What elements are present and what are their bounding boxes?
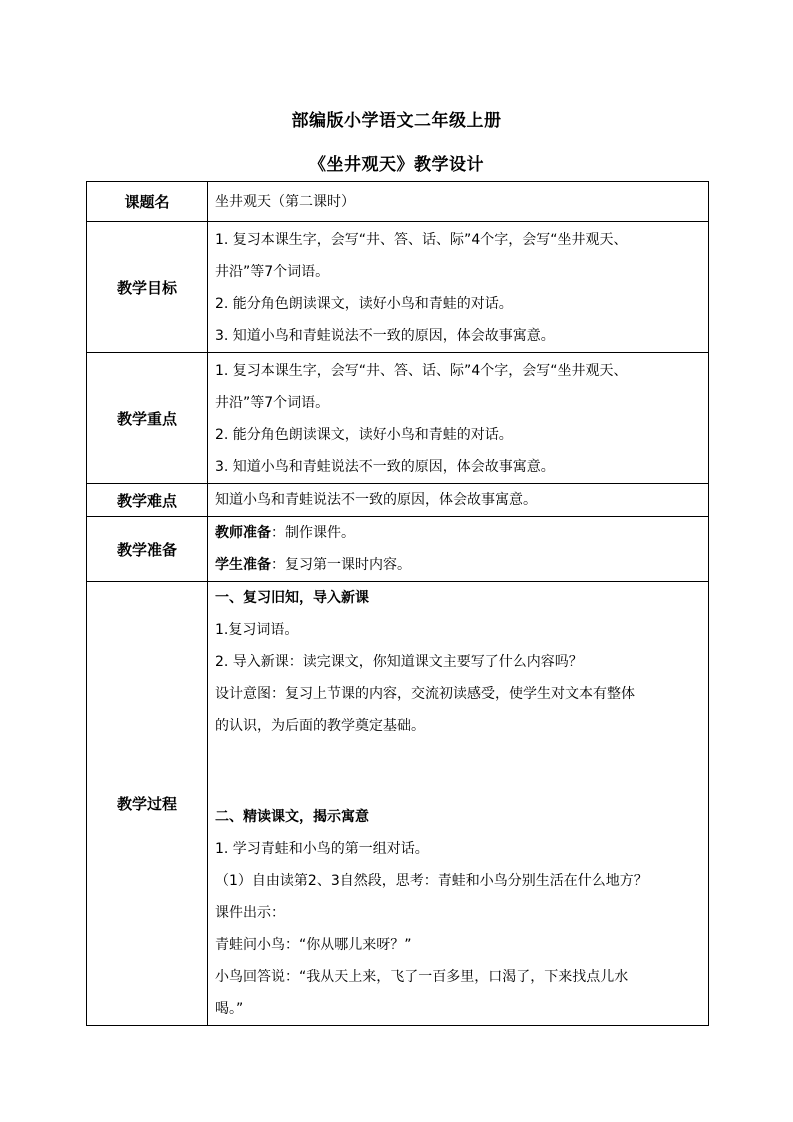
lesson-plan-table — [86, 181, 709, 1026]
process-line: 1. 学习青蛙和小鸟的第一组对话。 — [215, 841, 429, 857]
process-line: 2. 导入新课：读完课文，你知道课文主要写了什么内容吗？ — [215, 654, 583, 670]
focus-line: 井沿”等7个词语。 — [215, 395, 330, 411]
student-prep-label: 学生准备 — [215, 557, 271, 573]
focus-label: 教学重点 — [87, 353, 208, 484]
process-line: 的认识，为后面的教学奠定基础。 — [215, 718, 425, 734]
teacher-prep-line — [215, 517, 702, 549]
process-row — [87, 582, 709, 1026]
difficulty-value: 知道小鸟和青蛙说法不一致的原因，体会故事寓意。 — [215, 492, 537, 508]
process-line: （1）自由读第2、3自然段，思考：青蛙和小鸟分别生活在什么地方？ — [215, 873, 648, 889]
teacher-prep-label: 教师准备 — [215, 525, 271, 541]
section-heading: 一、复习旧知，导入新课 — [215, 590, 369, 606]
teacher-prep-value: ：制作课件。 — [271, 525, 355, 541]
topic-label: 课题名 — [87, 182, 208, 222]
focus-line: 2. 能分角色朗读课文，读好小鸟和青蛙的对话。 — [215, 427, 513, 443]
focus-line: 1. 复习本课生字，会写“井、答、话、际”4个字，会写“坐井观天、 — [215, 363, 628, 379]
goals-row — [87, 222, 709, 353]
difficulty-cell — [208, 484, 709, 517]
difficulty-row — [87, 484, 709, 517]
process-line: 课件出示： — [215, 905, 285, 921]
topic-value: 坐井观天（第二课时） — [215, 193, 355, 210]
prep-label: 教学准备 — [87, 517, 208, 582]
goals-line: 3. 知道小鸟和青蛙说法不一致的原因，体会故事寓意。 — [215, 328, 555, 344]
process-cell — [208, 582, 709, 1026]
process-line: 设计意图：复习上节课的内容，交流初读感受，使学生对文本有整体 — [215, 686, 635, 702]
focus-line: 3. 知道小鸟和青蛙说法不一致的原因，体会故事寓意。 — [215, 459, 555, 475]
process-label: 教学过程 — [87, 582, 208, 1026]
goals-label: 教学目标 — [87, 222, 208, 353]
document-subtitle: 《坐井观天》教学设计 — [309, 155, 484, 175]
student-prep-value: ：复习第一课时内容。 — [271, 557, 411, 573]
section-heading: 二、精读课文，揭示寓意 — [215, 809, 369, 825]
topic-cell — [208, 182, 709, 222]
prep-row — [87, 517, 709, 582]
focus-row — [87, 353, 709, 484]
focus-cell — [208, 353, 709, 484]
process-line: 小鸟回答说：“我从天上来，飞了一百多里，口渴了，下来找点儿水 — [215, 969, 629, 985]
process-line: 1.复习词语。 — [215, 622, 299, 638]
topic-row — [87, 182, 709, 222]
process-line: 喝。” — [215, 1001, 244, 1017]
goals-line: 2. 能分角色朗读课文，读好小鸟和青蛙的对话。 — [215, 296, 513, 312]
goals-line: 1. 复习本课生字，会写“井、答、话、际”4个字，会写“坐井观天、 — [215, 232, 628, 248]
document-title: 部编版小学语文二年级上册 — [291, 111, 502, 131]
difficulty-label: 教学难点 — [87, 484, 208, 517]
prep-cell — [208, 517, 709, 582]
blank-spacer — [215, 742, 702, 801]
process-line: 青蛙问小鸟：“你从哪儿来呀？” — [215, 937, 412, 953]
goals-cell — [208, 222, 709, 353]
goals-line: 井沿”等7个词语。 — [215, 264, 330, 280]
student-prep-line — [215, 549, 702, 581]
